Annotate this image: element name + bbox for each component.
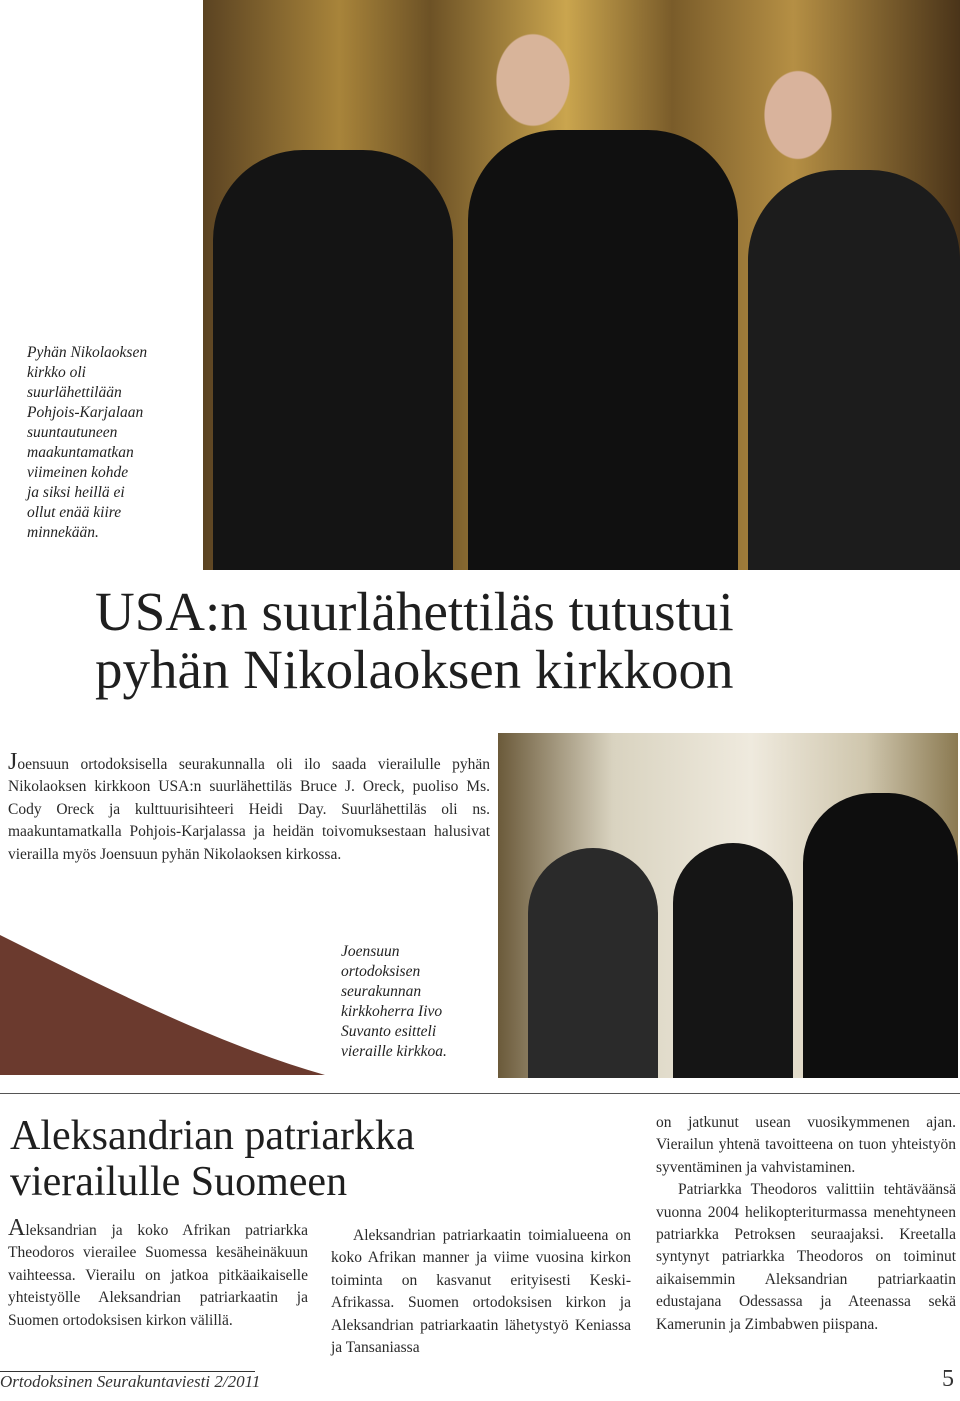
- decorative-wedge-shape: [0, 935, 325, 1075]
- headline-line: pyhän Nikolaoksen kirkkoon: [95, 639, 734, 700]
- article2-column-2: [331, 1225, 631, 1359]
- article2-column-3: [656, 1112, 956, 1336]
- caption-line: Pyhän Nikolaoksen: [27, 344, 148, 361]
- caption-line: suuntautuneen: [27, 424, 118, 441]
- caption-line: suurlähettilään: [27, 384, 122, 401]
- headline-line: vierailulle Suomeen: [10, 1159, 348, 1205]
- headline-line: Aleksandrian patriarkka: [10, 1113, 415, 1159]
- caption-line: kirkko oli: [27, 364, 86, 381]
- article1-text: oensuun ortodoksisella seurakunnalla oli ilo saada vierailulle pyhän Nikolaoksen kirkkoon USA:n suurlähettiläs Bruce J. Oreck, puoliso Ms. Cody Oreck ja kulttuurisihteeri Heidi Day. Suurlähettiläs oli ns. maakuntamatkalla Pohjois-Karjalassa ja heidän toivomuksestaan halusivat vierailla myös Joensuun pyhän Nikolaoksen kirkossa.: [8, 756, 490, 863]
- section-divider: [0, 1093, 960, 1094]
- photo-ambassador-priest-group: [203, 0, 960, 570]
- caption-line: Pohjois-Karjalaan: [27, 404, 144, 421]
- caption-line: maakuntamatkan: [27, 444, 134, 461]
- article2-col3-paragraph-1: on jatkunut usean vuosikymmenen ajan. Vierailun yhtenä tavoitteena on tuon yhteistyön syventäminen ja vahvistaminen.: [656, 1114, 956, 1176]
- caption-line: viimeinen kohde: [27, 464, 129, 481]
- caption-line: ollut enää kiire: [27, 504, 122, 521]
- caption-line: kirkkoherra Iivo: [341, 1003, 443, 1020]
- photo-church-tour: [498, 733, 958, 1078]
- caption-line: ja siksi heillä ei: [27, 484, 125, 501]
- caption-line: minnekään.: [27, 524, 99, 541]
- caption-line: Joensuun: [341, 943, 400, 960]
- photo-bottom-caption: [341, 942, 491, 1062]
- photo-top-caption: [27, 343, 197, 543]
- dropcap: J: [8, 749, 18, 775]
- article2-column-1: [8, 1215, 308, 1332]
- footer-publication: Ortodoksinen Seurakuntaviesti 2/2011: [0, 1372, 261, 1391]
- article2-col2-text: Aleksandrian patriarkaatin toimialueena on koko Afrikan manner ja viime vuosina kirkon toiminta on kasvanut erityisesti Keski-Afrikassa. Suomen ortodoksisen kirkon ja Aleksandrian patriarkaatin lähetystyö Keniassa ja Tansaniassa: [331, 1227, 631, 1357]
- article2-col3-paragraph-2: Patriarkka Theodoros valittiin tehtäväänsä vuonna 2004 helikopteriturmassa menehtyneen patriarkka Petroksen seuraajaksi. Kreetalla syntynyt patriarkka Theodoros on toiminut aikaisemmin Aleksandrian patriarkaatin edustajana Odessassa ja Ateenassa sekä Kamerunin ja Zimbabwen piispana.: [656, 1181, 956, 1333]
- article1-headline: [95, 583, 895, 699]
- article2-col1-text: leksandrian ja koko Afrikan patriarkka Theodoros vierailee Suomessa kesäheinäkuun vaihteessa. Vierailu on jatkoa pitkäaikaiselle yhteistyölle Aleksandrian patriarkaatin ja Suomen ortodoksisen kirkon välillä.: [8, 1222, 308, 1329]
- article2-headline: [10, 1113, 570, 1205]
- caption-line: vieraille kirkkoa.: [341, 1043, 447, 1060]
- dropcap: A: [8, 1215, 26, 1241]
- caption-line: ortodoksisen: [341, 963, 421, 980]
- headline-line: USA:n suurlähettiläs tutustui: [95, 581, 734, 642]
- page-number: 5: [942, 1366, 954, 1392]
- article1-body: [8, 749, 490, 866]
- caption-line: Suvanto esitteli: [341, 1023, 437, 1040]
- caption-line: seurakunnan: [341, 983, 422, 1000]
